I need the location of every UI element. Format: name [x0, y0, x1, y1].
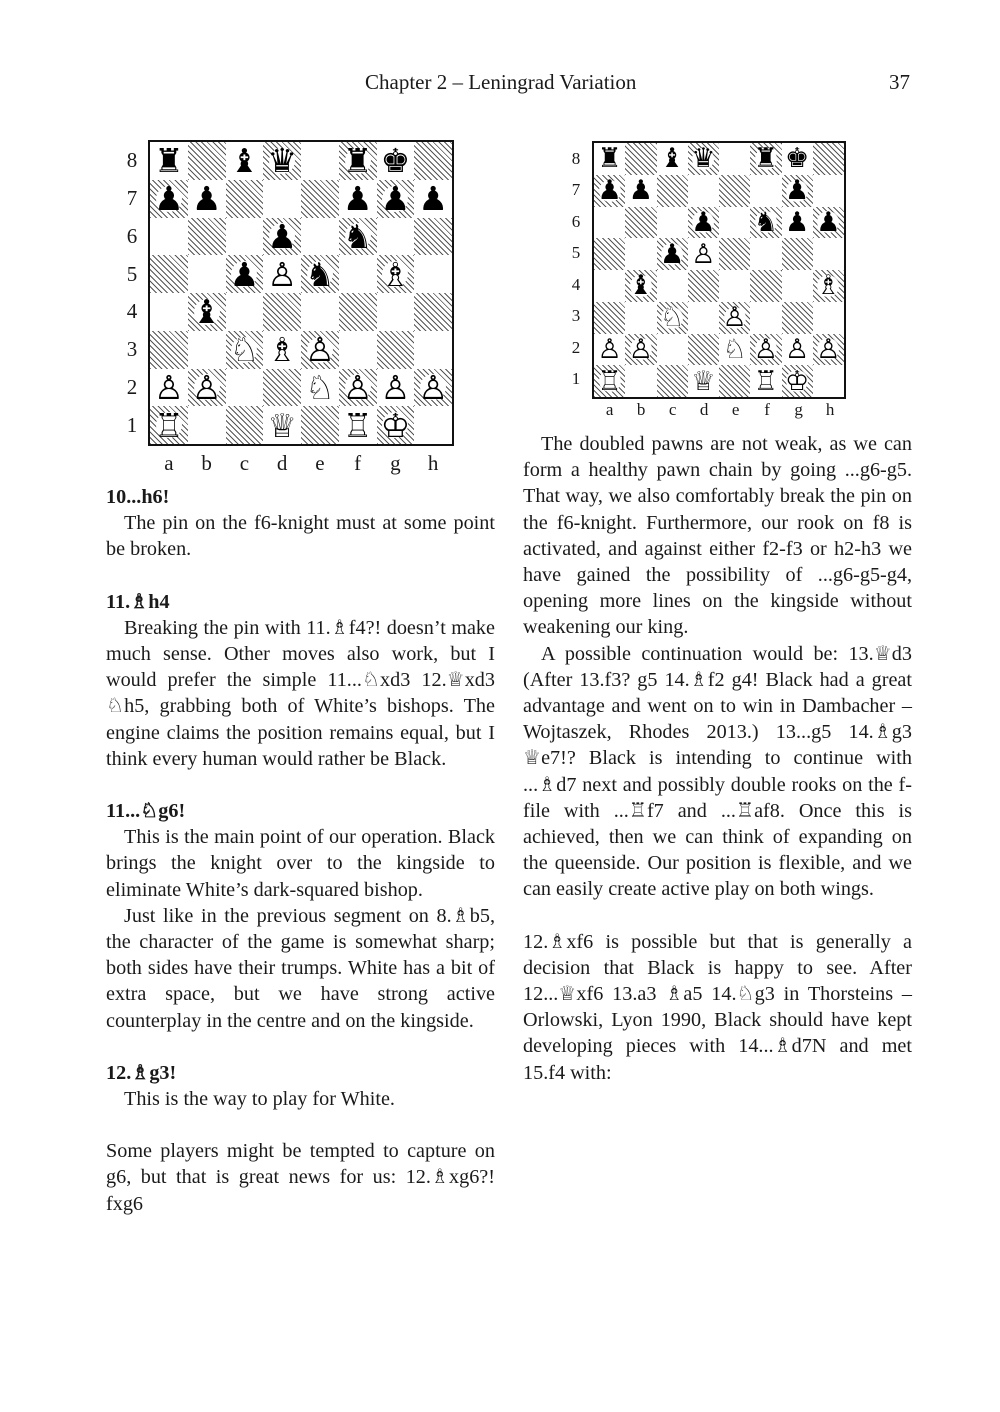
- chess-piece: ♗: [380, 255, 411, 293]
- square-e3: [301, 331, 339, 369]
- square-f7: [750, 175, 781, 207]
- square-d1: [688, 365, 719, 397]
- chess-piece: ♟: [660, 238, 685, 270]
- square-e5: [719, 238, 750, 270]
- square-h6: [414, 218, 452, 256]
- rank-label: 6: [571, 211, 581, 231]
- square-c4: [657, 270, 688, 302]
- square-g2: [782, 334, 813, 366]
- square-b1: [625, 365, 656, 397]
- square-h2: [813, 334, 844, 366]
- chess-piece: ♕: [267, 406, 297, 444]
- square-b8: [625, 143, 656, 175]
- square-d2: [263, 369, 301, 407]
- square-g7: [377, 180, 415, 218]
- square-c8: [226, 142, 264, 180]
- rank-label: 1: [571, 369, 581, 389]
- square-b4: [188, 293, 226, 331]
- paragraph-gap: [106, 1112, 495, 1138]
- square-b5: [188, 255, 226, 293]
- square-d5: [688, 238, 719, 270]
- square-d2: [688, 334, 719, 366]
- square-a5: [594, 238, 625, 270]
- chess-piece: ♞: [342, 217, 373, 256]
- square-e2: [719, 334, 750, 366]
- chess-piece: ♚: [380, 142, 411, 180]
- chess-piece: ♟: [191, 179, 222, 218]
- chess-piece: ♝: [660, 143, 685, 175]
- square-h3: [414, 331, 452, 369]
- file-label: e: [731, 400, 740, 419]
- square-d8: [263, 142, 301, 180]
- rank-label: 2: [571, 337, 581, 357]
- square-b5: [625, 238, 656, 270]
- square-h7: [813, 175, 844, 207]
- move-heading: 11...♘g6!: [106, 800, 186, 823]
- paragraph: Just like in the previous segment on 8.♗b5, the character of the game is somewhat sharp; both sides have their trumps. White has a bit of extra space, but we have strong active counterplay in the centre and on the kingside.: [106, 904, 495, 1032]
- square-e4: [719, 270, 750, 302]
- chess-piece: ♛: [267, 142, 297, 180]
- square-c2: [657, 334, 688, 366]
- square-a4: [150, 293, 188, 331]
- square-a1: [150, 406, 188, 444]
- square-a7: [150, 180, 188, 218]
- chess-piece: ♗: [267, 330, 297, 369]
- rank-label: 3: [571, 306, 581, 326]
- chess-piece: ♘: [305, 368, 335, 407]
- square-h5: [813, 238, 844, 270]
- chess-piece: ♘: [229, 330, 260, 369]
- square-h2: [414, 369, 452, 407]
- square-d6: [263, 218, 301, 256]
- chess-piece: ♟: [785, 206, 810, 238]
- square-b3: [625, 302, 656, 334]
- square-d1: [263, 406, 301, 444]
- paragraph: Some players might be tempted to capture on g6, but that is great news for us: 12.♗xg6?! fxg6: [106, 1140, 495, 1215]
- square-e7: [301, 180, 339, 218]
- chess-piece: ♚: [785, 143, 810, 175]
- square-d5: [263, 255, 301, 293]
- chess-piece: ♖: [342, 406, 373, 444]
- square-h8: [813, 143, 844, 175]
- square-g2: [377, 369, 415, 407]
- chess-board: [592, 141, 846, 399]
- square-h1: [414, 406, 452, 444]
- square-g8: [377, 142, 415, 180]
- square-e5: [301, 255, 339, 293]
- move-heading: 12.♗g3!: [106, 1061, 177, 1084]
- chess-piece: ♛: [691, 143, 716, 175]
- square-a1: [594, 365, 625, 397]
- chess-piece: ♖: [753, 365, 778, 397]
- file-label: d: [699, 400, 709, 419]
- chess-piece: ♔: [785, 365, 810, 397]
- square-b4: [625, 270, 656, 302]
- rank-label: 8: [571, 148, 581, 168]
- chess-piece: ♙: [628, 333, 653, 365]
- square-b6: [188, 218, 226, 256]
- file-label: d: [276, 451, 288, 475]
- paragraph: This is the way to play for White.: [124, 1088, 395, 1111]
- square-c5: [657, 238, 688, 270]
- square-c1: [657, 365, 688, 397]
- square-a8: [150, 142, 188, 180]
- chess-piece: ♙: [342, 368, 373, 407]
- chess-piece: ♕: [691, 365, 716, 397]
- chess-piece: ♝: [229, 142, 260, 180]
- chess-piece: ♞: [753, 206, 778, 238]
- paragraph: Breaking the pin with 11.♗f4?! doesn’t make much sense. Other moves also work, but I would prefer the simple 11...♘xd3 12.♕xd3 ♘h5, grabbing both of White’s bishops. The engine claims the position remains equal, but I think every human would rather be Black.: [106, 616, 495, 770]
- square-e8: [719, 143, 750, 175]
- square-d6: [688, 207, 719, 239]
- square-a2: [150, 369, 188, 407]
- chess-piece: ♝: [628, 270, 653, 302]
- square-h5: [414, 255, 452, 293]
- square-a2: [594, 334, 625, 366]
- square-a6: [150, 218, 188, 256]
- chess-piece: ♟: [342, 179, 373, 218]
- page-header: [0, 70, 1000, 100]
- chess-piece: ♟: [816, 206, 841, 238]
- file-label: b: [636, 400, 646, 419]
- square-d3: [263, 331, 301, 369]
- chess-piece: ♖: [597, 365, 622, 397]
- square-a8: [594, 143, 625, 175]
- square-h6: [813, 207, 844, 239]
- square-b7: [625, 175, 656, 207]
- square-f8: [750, 143, 781, 175]
- square-g3: [782, 302, 813, 334]
- square-c4: [226, 293, 264, 331]
- paragraph-gap: [106, 772, 495, 798]
- file-label: g: [794, 400, 803, 419]
- square-f4: [750, 270, 781, 302]
- file-label: b: [201, 451, 212, 475]
- file-label: h: [825, 400, 835, 419]
- chess-piece: ♙: [305, 330, 335, 369]
- move-heading: 11.♗h4: [106, 590, 170, 613]
- chess-piece: ♙: [753, 333, 778, 365]
- file-label: c: [668, 400, 677, 419]
- rank-label: 6: [126, 223, 138, 248]
- chess-piece: ♟: [785, 175, 810, 207]
- square-b2: [188, 369, 226, 407]
- square-f3: [750, 302, 781, 334]
- chess-piece: ♜: [753, 143, 778, 175]
- square-f4: [339, 293, 377, 331]
- chess-piece: ♟: [267, 217, 297, 256]
- square-d8: [688, 143, 719, 175]
- right-text-column: [523, 431, 912, 1086]
- paragraph: The pin on the f6-knight must at some point be broken.: [106, 512, 495, 561]
- square-h8: [414, 142, 452, 180]
- square-d7: [688, 175, 719, 207]
- rank-label: 2: [126, 374, 138, 399]
- chess-piece: ♟: [229, 255, 260, 293]
- chess-piece: ♙: [267, 255, 297, 293]
- chess-piece: ♙: [191, 368, 222, 407]
- file-label: c: [239, 451, 250, 475]
- square-e7: [719, 175, 750, 207]
- chess-board: [148, 140, 454, 446]
- square-g1: [782, 365, 813, 397]
- square-e6: [719, 207, 750, 239]
- square-c7: [226, 180, 264, 218]
- chess-piece: ♟: [418, 179, 448, 218]
- square-e3: [719, 302, 750, 334]
- file-label: a: [605, 400, 614, 419]
- left-text-column: [106, 484, 495, 1217]
- square-c6: [657, 207, 688, 239]
- rank-label: 8: [126, 148, 138, 173]
- rank-label: 7: [126, 186, 138, 211]
- square-e4: [301, 293, 339, 331]
- chess-piece: ♙: [597, 333, 622, 365]
- chess-piece: ♔: [380, 406, 411, 444]
- paragraph: The doubled pawns are not weak, as we can form a healthy pawn chain by going ...g6-g5. That way, we also comfortably break the pin on the f6-knight. Furthermore, our rook on f8 is activated, and against either f2-f3 or h2-h3 we have gained the possibility of ...g6-g5-g4, opening more lines on the kingside without weakening our king.: [523, 433, 912, 639]
- file-label: g: [390, 451, 401, 475]
- square-g7: [782, 175, 813, 207]
- chess-piece: ♘: [660, 302, 685, 334]
- chess-piece: ♙: [418, 368, 448, 407]
- square-f1: [339, 406, 377, 444]
- rank-label: 7: [571, 180, 581, 200]
- square-c3: [657, 302, 688, 334]
- square-f6: [750, 207, 781, 239]
- chess-piece: ♜: [597, 143, 622, 175]
- square-g8: [782, 143, 813, 175]
- square-c5: [226, 255, 264, 293]
- chess-piece: ♟: [154, 179, 184, 218]
- paragraph: 12.♗xf6 is possible but that is generally a decision that Black is happy to see. After 12...♕xf6 13.a3 ♗a5 14.♘g3 in Thorsteins – Orlowski, Lyon 1990, Black should have kept developing pieces with 14...♗d7N and met 15.f4 with:: [523, 930, 912, 1084]
- square-g5: [377, 255, 415, 293]
- chess-piece: ♟: [380, 179, 411, 218]
- rank-label: 3: [126, 337, 138, 362]
- square-b3: [188, 331, 226, 369]
- square-g1: [377, 406, 415, 444]
- square-h7: [414, 180, 452, 218]
- square-c3: [226, 331, 264, 369]
- square-h1: [813, 365, 844, 397]
- square-c6: [226, 218, 264, 256]
- square-d4: [263, 293, 301, 331]
- file-label: h: [427, 451, 439, 475]
- square-a6: [594, 207, 625, 239]
- chess-piece: ♜: [154, 142, 184, 180]
- square-g6: [377, 218, 415, 256]
- square-e1: [301, 406, 339, 444]
- square-a5: [150, 255, 188, 293]
- square-b1: [188, 406, 226, 444]
- chess-piece: ♙: [785, 333, 810, 365]
- chess-piece: ♙: [816, 333, 841, 365]
- rank-label: 5: [126, 261, 138, 286]
- rank-label: 4: [571, 274, 581, 294]
- paragraph-gap: [106, 563, 495, 589]
- square-g4: [782, 270, 813, 302]
- square-a3: [150, 331, 188, 369]
- file-label: e: [315, 451, 325, 475]
- square-g3: [377, 331, 415, 369]
- square-a3: [594, 302, 625, 334]
- paragraph-gap: [106, 1034, 495, 1060]
- chess-piece: ♗: [816, 270, 841, 302]
- square-d7: [263, 180, 301, 218]
- square-b7: [188, 180, 226, 218]
- rank-label: 1: [126, 412, 138, 437]
- square-c2: [226, 369, 264, 407]
- square-h4: [414, 293, 452, 331]
- paragraph: A possible continuation would be: 13.♕d3 (After 13.f3? g5 14.♗f2 g4! Black had a great advantage and went on to win in Dambacher – Wojtaszek, Rhodes 2013.) 13...g5 14.♗g3 ♕e7!? Black is intending to continue with ...♗d7 next and possibly double rooks on the f-file with ...♖f7 and ...♖af8. Once this is achieved, then we can think of expanding on the queenside. Our position is flexible, and we can easily create active play on both wings.: [523, 642, 912, 901]
- square-b2: [625, 334, 656, 366]
- square-h4: [813, 270, 844, 302]
- chess-piece: ♞: [305, 255, 335, 293]
- page-number: 37: [889, 70, 910, 94]
- square-g4: [377, 293, 415, 331]
- chess-piece: ♙: [154, 368, 184, 407]
- square-f7: [339, 180, 377, 218]
- rank-label: 4: [126, 299, 138, 324]
- square-e8: [301, 142, 339, 180]
- square-a4: [594, 270, 625, 302]
- square-h3: [813, 302, 844, 334]
- square-d4: [688, 270, 719, 302]
- square-f3: [339, 331, 377, 369]
- chess-piece: ♘: [722, 333, 747, 365]
- chess-piece: ♟: [691, 206, 716, 238]
- square-f2: [750, 334, 781, 366]
- square-g5: [782, 238, 813, 270]
- paragraph-gap: [523, 903, 912, 929]
- square-f1: [750, 365, 781, 397]
- square-b8: [188, 142, 226, 180]
- square-d3: [688, 302, 719, 334]
- chess-piece: ♙: [691, 238, 716, 270]
- square-g6: [782, 207, 813, 239]
- square-e1: [719, 365, 750, 397]
- move-heading: 10...h6!: [106, 486, 170, 508]
- paragraph: This is the main point of our operation. Black brings the knight over to the kingside to eliminate White’s dark-squared bishop.: [106, 826, 495, 901]
- chess-piece: ♙: [380, 368, 411, 407]
- square-c1: [226, 406, 264, 444]
- chess-piece: ♟: [597, 175, 622, 207]
- square-f2: [339, 369, 377, 407]
- chess-piece: ♙: [722, 302, 747, 334]
- square-a7: [594, 175, 625, 207]
- file-label: f: [764, 400, 770, 419]
- square-e2: [301, 369, 339, 407]
- square-c8: [657, 143, 688, 175]
- rank-label: 5: [571, 243, 581, 263]
- chess-piece: ♜: [342, 142, 373, 180]
- square-b6: [625, 207, 656, 239]
- file-label: f: [354, 451, 362, 475]
- square-f5: [750, 238, 781, 270]
- square-c7: [657, 175, 688, 207]
- square-f6: [339, 218, 377, 256]
- square-e6: [301, 218, 339, 256]
- square-f5: [339, 255, 377, 293]
- chess-piece: ♟: [628, 175, 653, 207]
- chapter-title: Chapter 2 – Leningrad Variation: [365, 70, 637, 94]
- square-f8: [339, 142, 377, 180]
- file-label: a: [164, 451, 174, 475]
- chess-piece: ♖: [154, 406, 184, 444]
- chess-piece: ♝: [191, 293, 222, 331]
